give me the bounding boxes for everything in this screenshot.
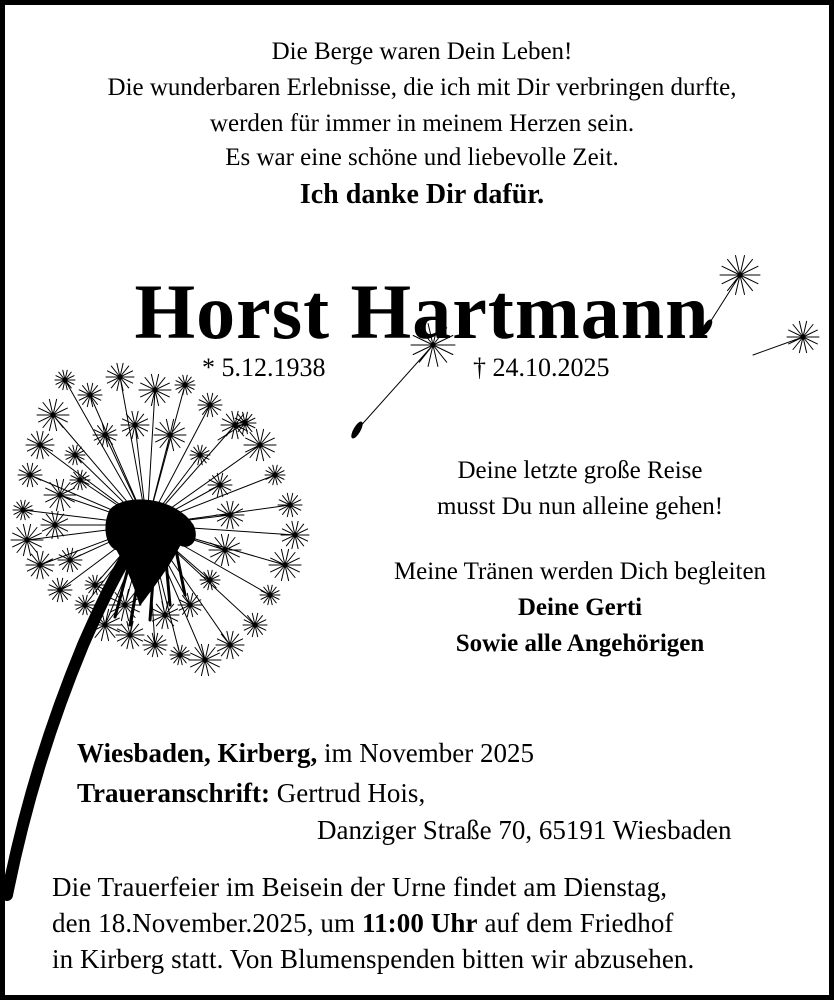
ceremony-line-1: Die Trauerfeier im Beisein der Urne findet am Dienstag,: [52, 872, 668, 902]
intro-line-3: werden für immer in meinem Herzen sein.: [209, 110, 635, 137]
address-name: Gertrud Hois,: [276, 778, 426, 808]
flying-seed-body: [350, 421, 364, 440]
ceremony-line-2: [52, 908, 674, 939]
seed-strand: [175, 545, 185, 595]
intro-line-4: Es war eine schöne und liebevolle Zeit.: [225, 144, 619, 171]
place-date-line: [77, 738, 534, 769]
verse-line-2: musst Du nun alleine gehen!: [436, 493, 724, 520]
address-street: Danziger Straße 70, 65191 Wiesbaden: [317, 815, 732, 845]
ceremony-place: auf dem Friedhof: [484, 908, 674, 938]
ceremony-line-3: in Kirberg statt. Von Blumenspenden bitten wir abzusehen.: [52, 944, 695, 974]
address-label: Traueranschrift:: [77, 778, 270, 808]
death-date: † 24.10.2025: [473, 353, 610, 382]
place-location: Wiesbaden, Kirberg,: [77, 738, 318, 768]
intro-line-1: Die Berge waren Dein Leben!: [271, 38, 573, 65]
birth-date: * 5.12.1938: [202, 353, 326, 382]
address-line: [77, 778, 425, 809]
intro-line-2: Die wunderbaren Erlebnisse, die ich mit Dir verbringen durfte,: [107, 74, 737, 101]
signer-gerti: Deine Gerti: [517, 594, 643, 621]
intro-thanks: Ich danke Dir dafür.: [299, 179, 545, 210]
ceremony-date: den 18.November.2025, um: [52, 908, 356, 938]
ceremony-time: 11:00 Uhr: [361, 908, 478, 938]
signer-relatives: Sowie alle Angehörigen: [455, 630, 705, 657]
verse-line-1: Deine letzte große Reise: [457, 457, 703, 484]
place-date: im November 2025: [324, 738, 534, 768]
deceased-name: Horst Hartmann: [134, 268, 710, 355]
verse-line-3: Meine Tränen werden Dich begleiten: [393, 558, 767, 585]
